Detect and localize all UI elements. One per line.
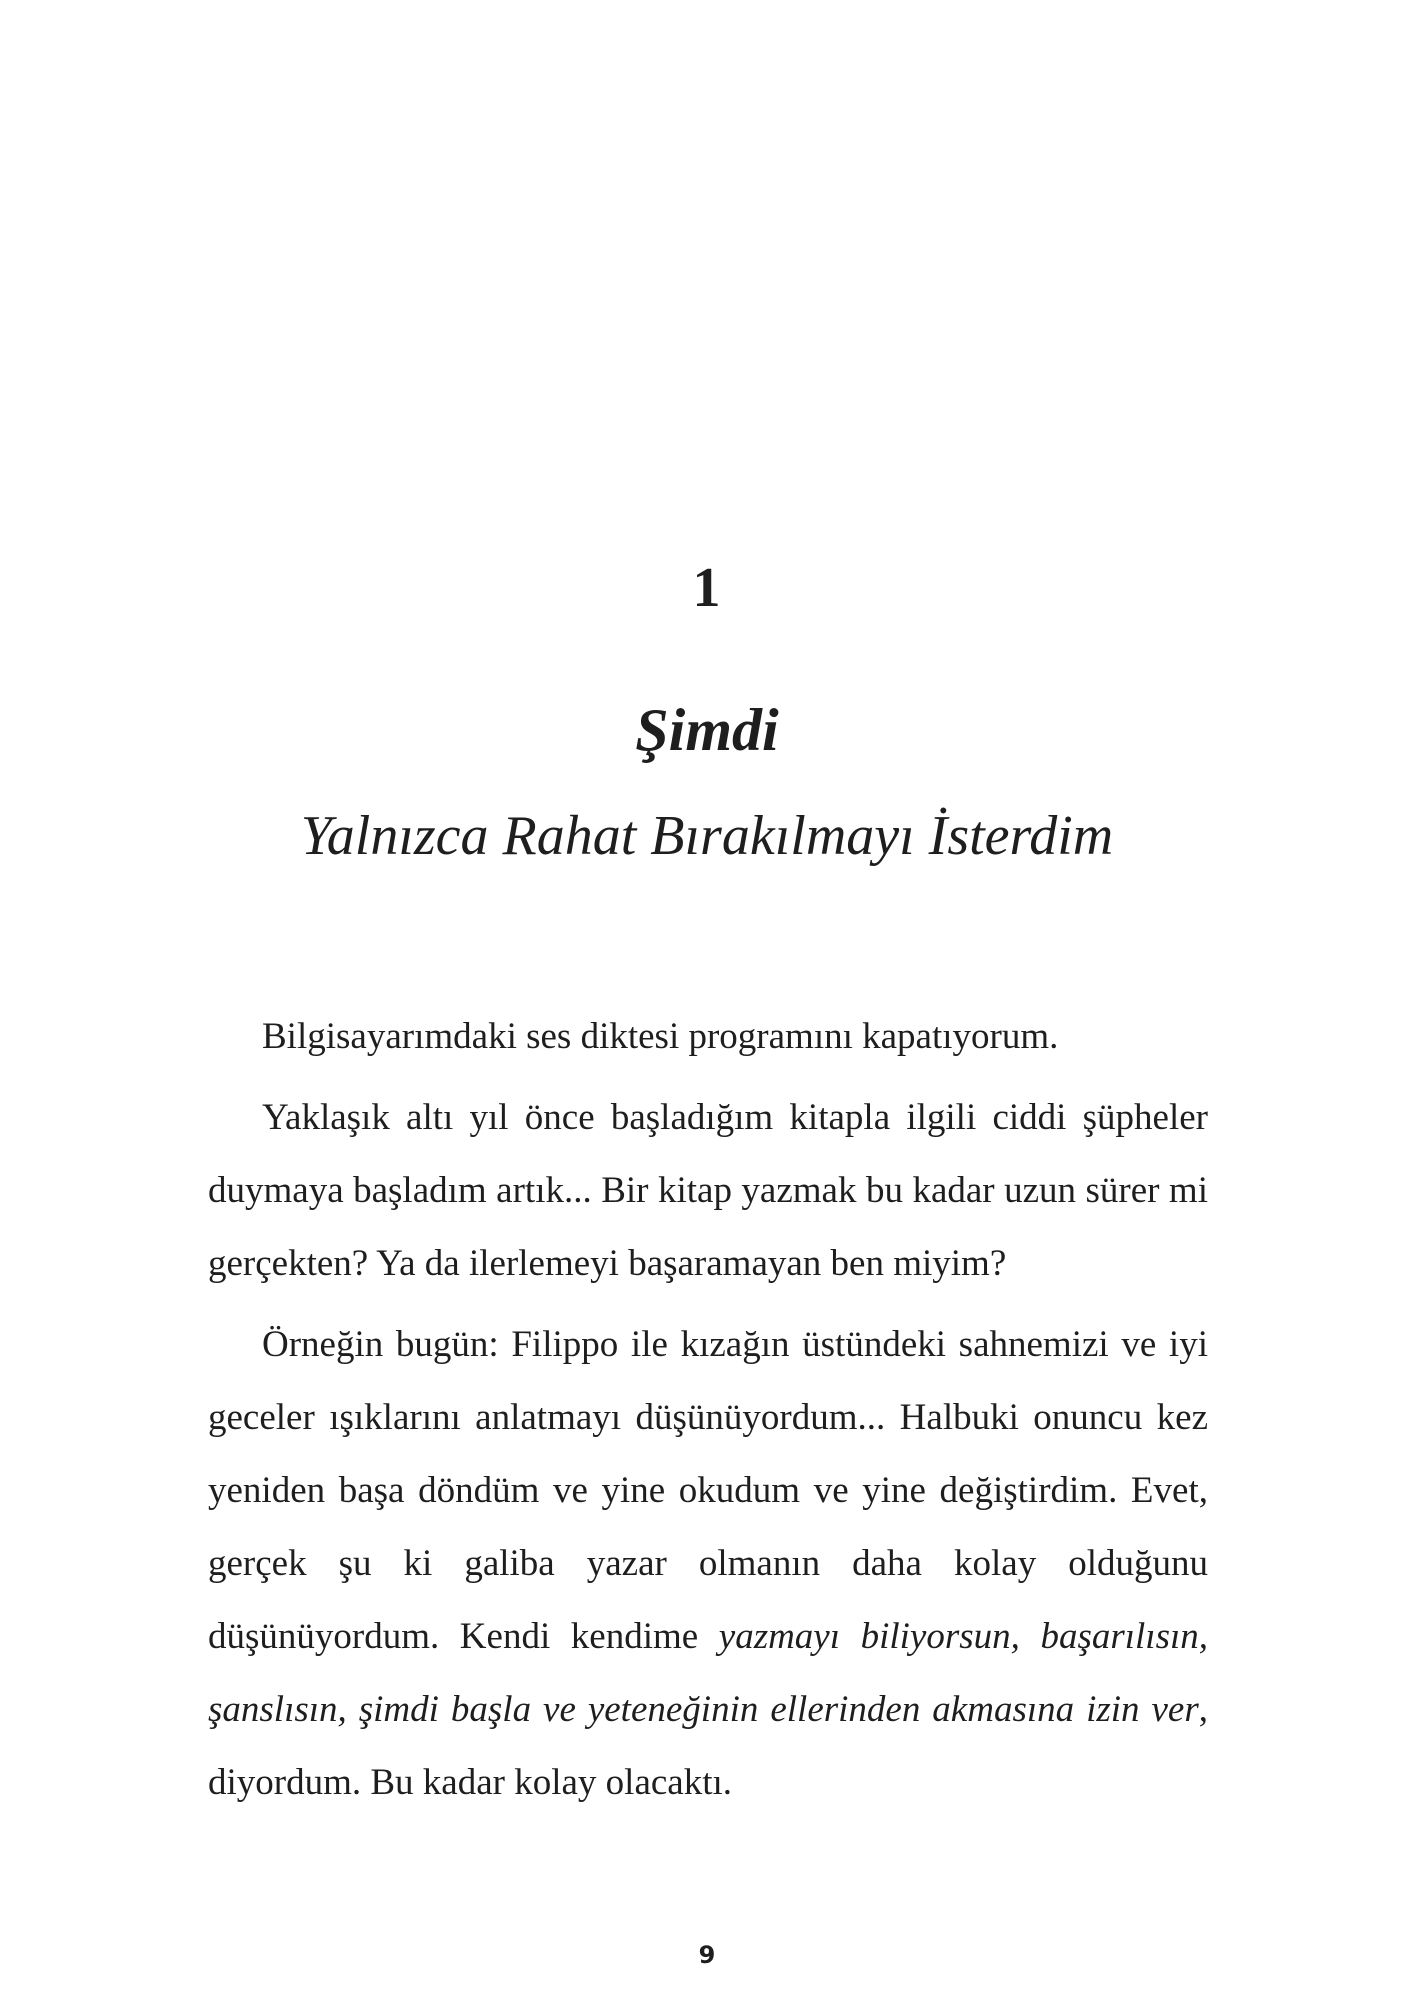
paragraph [208, 1308, 1208, 1819]
chapter-subtitle: Yalnızca Rahat Bırakılmayı İsterdim [300, 805, 1114, 867]
italic-quote: yazmayı biliyorsun, başarılısın, şanslısın, şimdi başla ve yeteneğinin ellerinden akmasına izin ver [208, 1616, 1209, 1730]
paragraph: Yaklaşık altı yıl önce başladığım kitapla ilgili ciddi şüpheler duymaya başladım artık... Bir kitap yazmak bu kadar uzun sürer mi gerçekten? Ya da ilerlemeyi başaramayan ben miyim? [208, 1097, 1208, 1284]
chapter-body [208, 1000, 1208, 1827]
paragraph: Bilgisayarımdaki ses diktesi programını kapatıyorum. [262, 1016, 1059, 1057]
chapter-title: Şimdi [635, 697, 779, 763]
page-number: 9 [698, 1941, 716, 1969]
paragraph-text: , diyordum. Bu kadar kolay olacaktı. [208, 1689, 1208, 1803]
chapter-number: 1 [692, 557, 722, 619]
paragraph-text: Örneğin bugün: Filippo ile kızağın üstündeki sahnemizi ve iyi geceler ışıklarını anlatmayı düşünüyordum... Halbuki onuncu kez yeniden başa döndüm ve yine okudum ve yine değiştirdim. Evet, gerçek şu ki galiba yazar olmanın daha kolay olduğunu düşünüyordum. Kendi kendime [208, 1324, 1208, 1657]
